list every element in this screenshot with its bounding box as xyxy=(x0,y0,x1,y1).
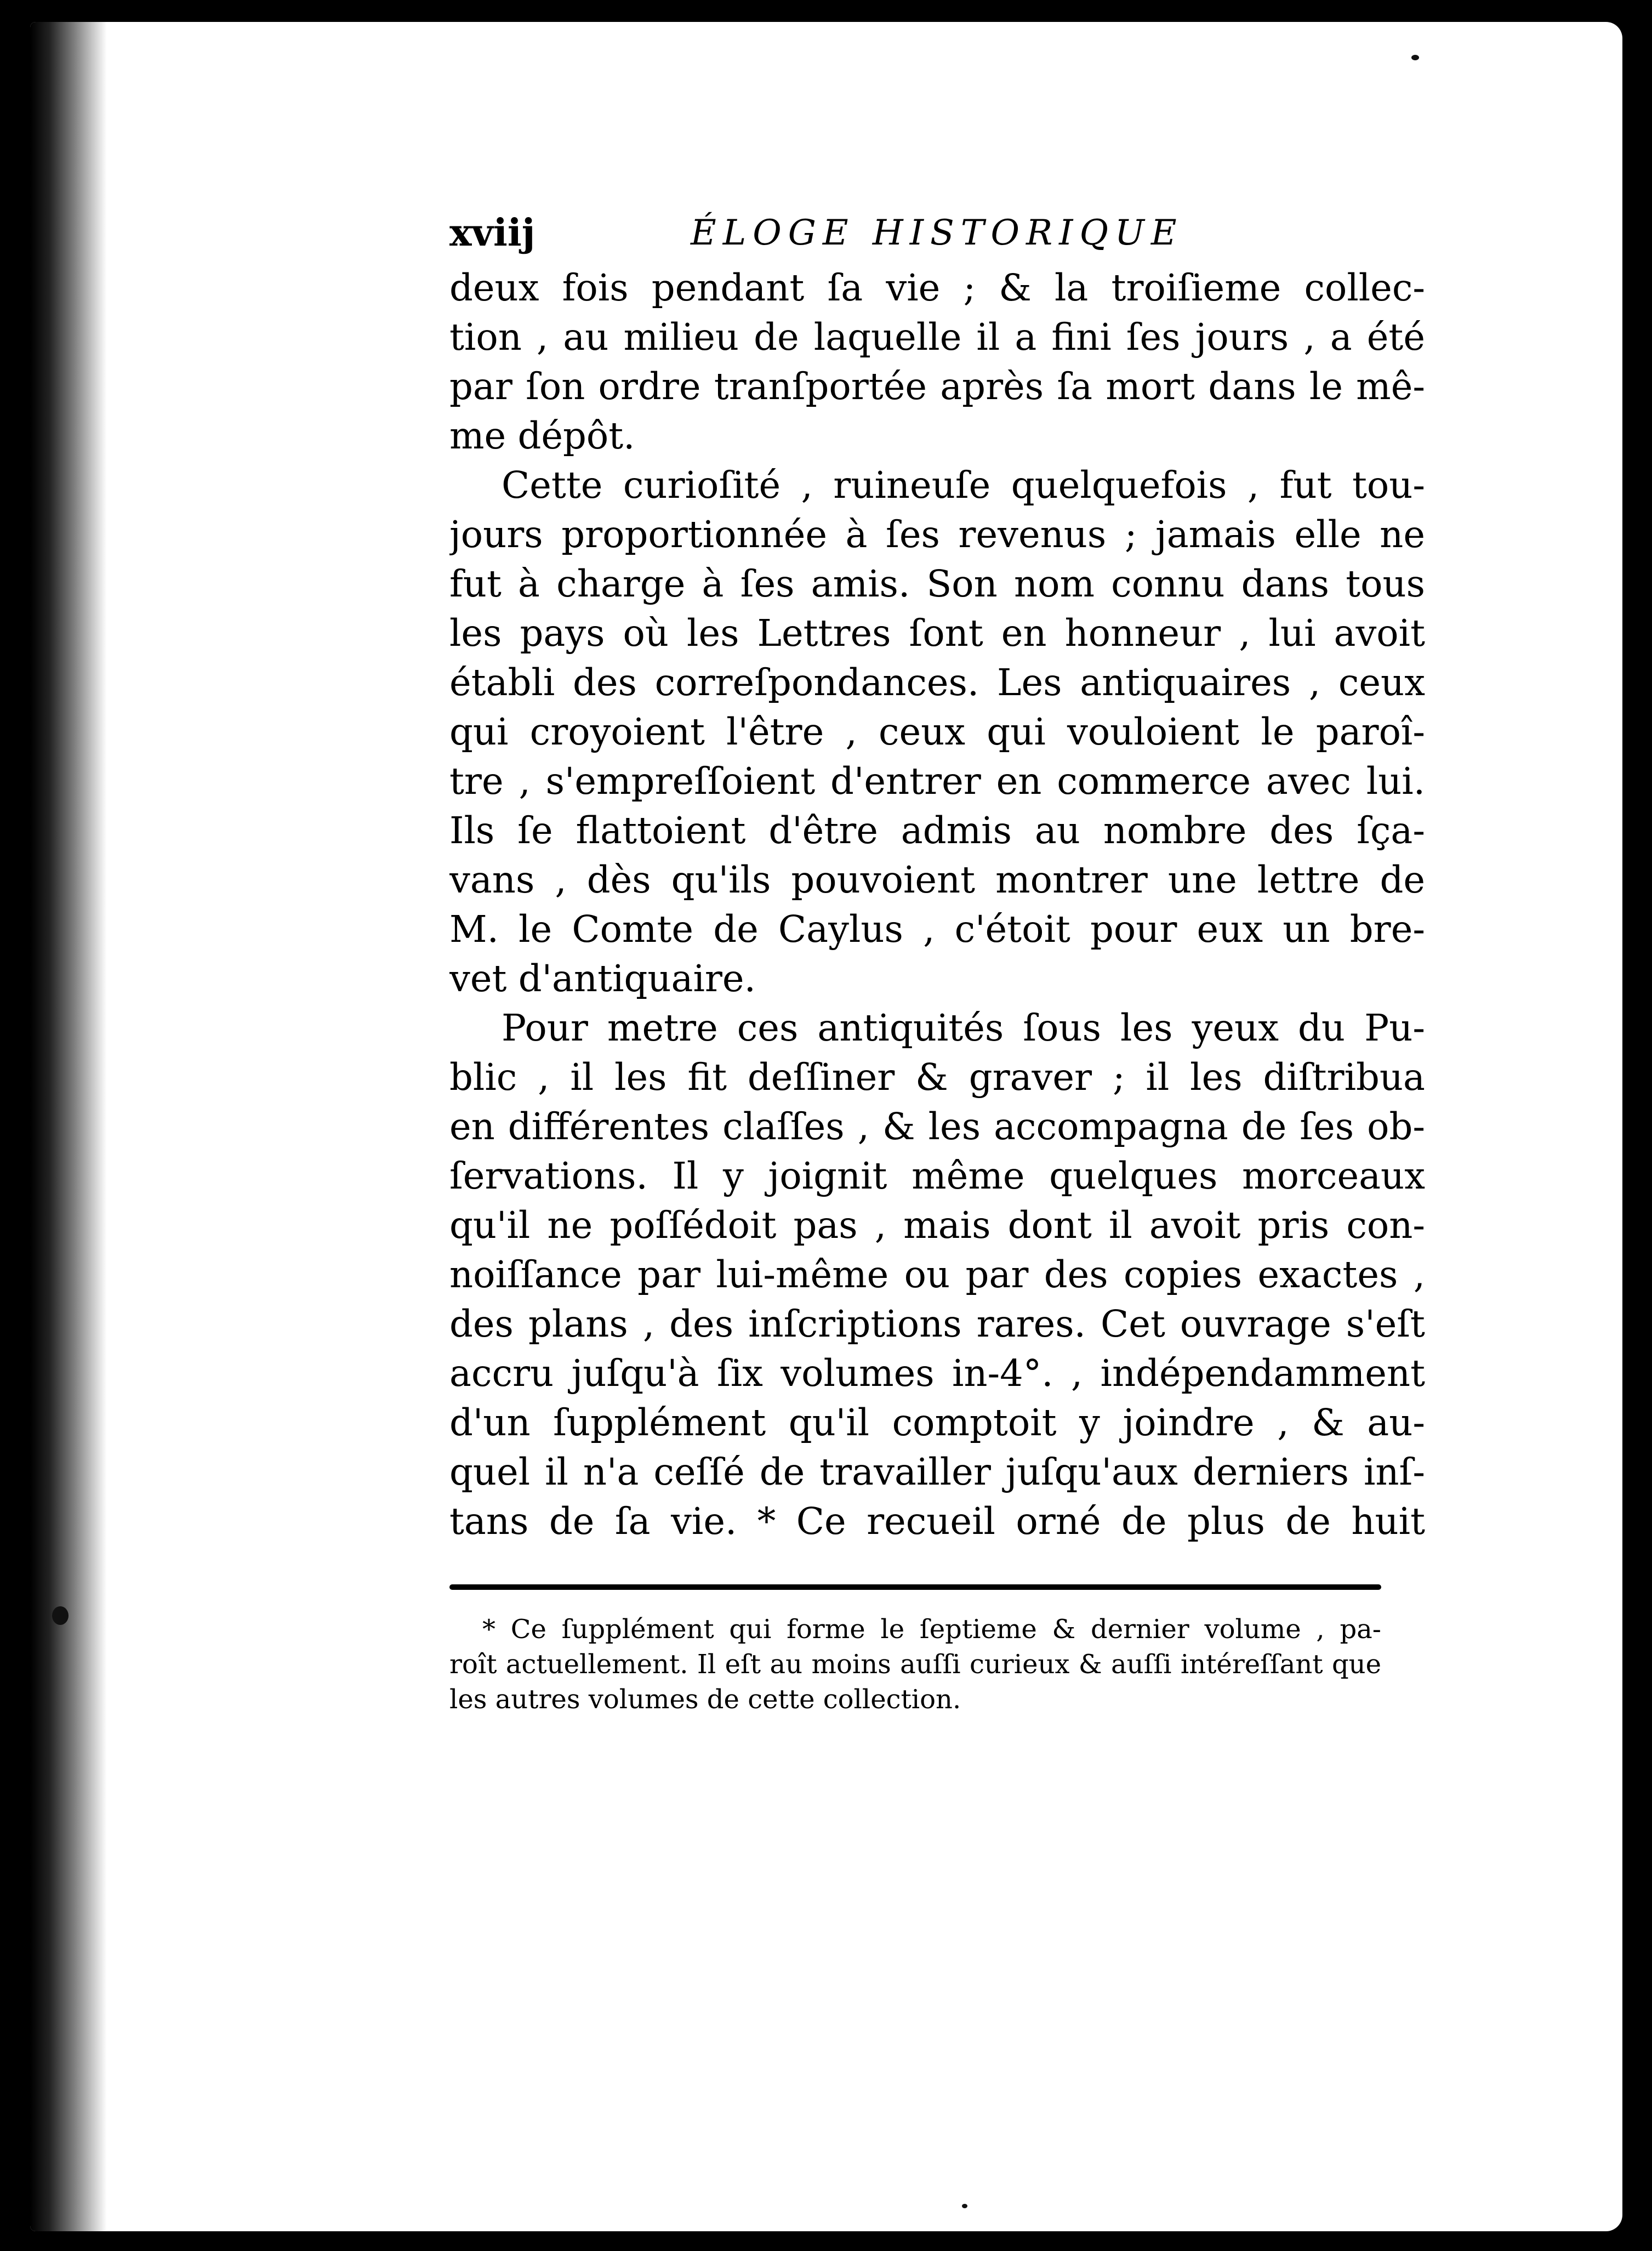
text-line: d'un ſupplément qu'il comptoit y joindre , & au- xyxy=(449,1401,1425,1444)
text-line: en différentes claſſes , & les accompagna de ſes ob- xyxy=(449,1105,1425,1148)
text-line: M. le Comte de Caylus , c'étoit pour eux un bre- xyxy=(449,908,1425,951)
text-line: fut à charge à ſes amis. Son nom connu dans tous xyxy=(449,562,1425,605)
ink-speck xyxy=(52,1606,69,1625)
text-line: qui croyoient l'être , ceux qui vouloient le paroî- xyxy=(449,710,1425,753)
text-line: Pour metre ces antiquités ſous les yeux du Pu- xyxy=(502,1007,1425,1049)
page-number: xviij xyxy=(449,211,536,255)
footnote-line: les autres volumes de cette collection. xyxy=(449,1684,961,1715)
binding-shadow xyxy=(30,22,107,2231)
text-line: ſervations. Il y joignit même quelques morceaux xyxy=(449,1155,1425,1197)
text-line: des plans , des inſcriptions rares. Cet ouvrage s'eſt xyxy=(449,1303,1425,1345)
text-line: jours proportionnée à ſes revenus ; jamais elle ne xyxy=(449,513,1425,556)
running-head xyxy=(449,203,1425,263)
footnote-line: * Ce ſupplément qui forme le ſeptieme & dernier volume , pa- xyxy=(482,1614,1381,1645)
text-line: tion , au milieu de laquelle il a fini ſes jours , a été xyxy=(449,316,1425,359)
text-line: me dépôt. xyxy=(449,414,635,457)
text-line: noiſſance par lui-même ou par des copies exactes , xyxy=(449,1253,1425,1296)
text-line: Cette curioſité , ruineuſe quelquefois , fut tou- xyxy=(502,464,1425,507)
running-title: ÉLOGE HISTORIQUE xyxy=(691,213,1183,253)
footnote-rule xyxy=(449,1584,1381,1590)
text-line: tre , s'empreſſoient d'entrer en commerce avec lui. xyxy=(449,760,1425,803)
text-line: établi des correſpondances. Les antiquaires , ceux xyxy=(449,661,1425,704)
text-line: quel il n'a ceſſé de travailler juſqu'aux derniers inſ- xyxy=(449,1451,1425,1493)
text-line: par ſon ordre tranſportée après ſa mort dans le mê- xyxy=(449,365,1425,408)
ink-speck xyxy=(1411,55,1419,60)
text-line: les pays où les Lettres ſont en honneur , lui avoit xyxy=(449,612,1425,655)
body-text xyxy=(449,263,1425,1546)
text-line: blic , il les fit deſſiner & graver ; il les diſtribua xyxy=(449,1056,1425,1099)
footnote-line: roît actuellement. Il eſt au moins auſſi curieux & auſſi intéreſſant que xyxy=(449,1649,1381,1680)
text-line: vans , dès qu'ils pouvoient montrer une lettre de xyxy=(449,859,1425,901)
text-line: Ils ſe flattoient d'être admis au nombre des ſça- xyxy=(449,809,1425,852)
footnote xyxy=(449,1612,1381,1717)
ink-speck xyxy=(962,2204,967,2208)
text-block xyxy=(449,203,1425,1715)
text-line: qu'il ne poſſédoit pas , mais dont il avoit pris con- xyxy=(449,1204,1425,1247)
text-line: vet d'antiquaire. xyxy=(449,957,756,1000)
text-line: deux fois pendant ſa vie ; & la troiſieme collec- xyxy=(449,266,1425,309)
text-line: accru juſqu'à ſix volumes in-4°. , indépendamment xyxy=(449,1352,1425,1395)
text-line: tans de ſa vie. * Ce recueil orné de plus de huit xyxy=(449,1500,1425,1543)
